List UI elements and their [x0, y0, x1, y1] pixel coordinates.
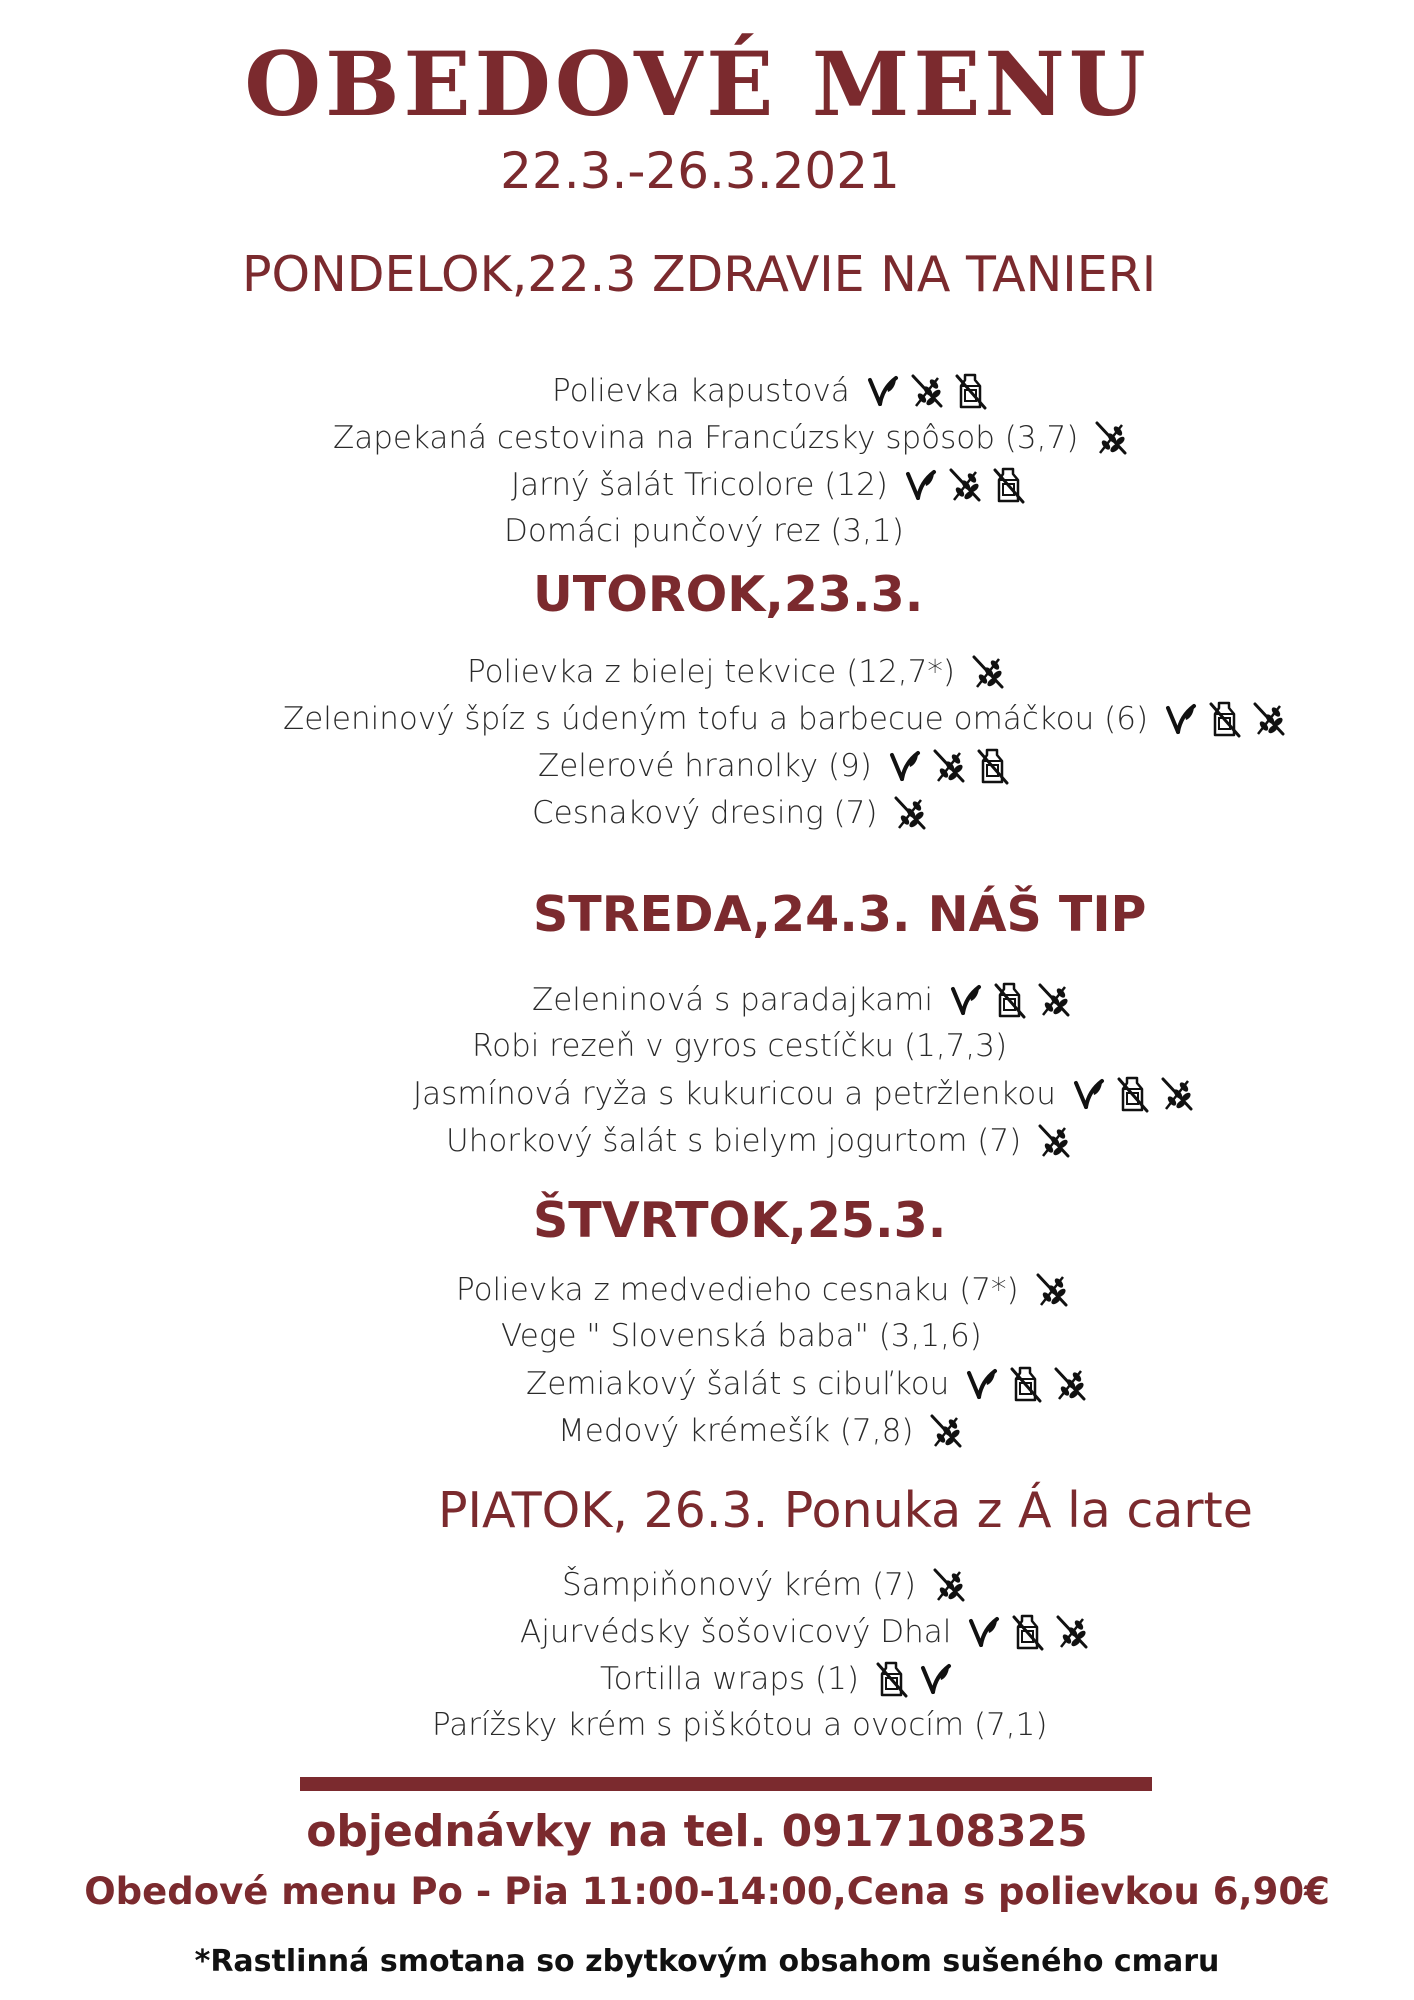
menu-title: OBEDOVÉ MENU [244, 32, 1150, 136]
menu-item: Tortilla wraps (1) [600, 1660, 953, 1698]
vegan-leaf-icon [949, 981, 983, 1019]
menu-item: Zapekaná cestovina na Francúzsky spôsob (3,7) [333, 419, 1128, 457]
gluten-free-wheat-icon [948, 466, 982, 504]
vegan-leaf-icon [1164, 700, 1198, 738]
day-heading-monday: PONDELOK,22.3 ZDRAVIE NA TANIERI [242, 246, 1157, 303]
menu-item: Cesnakový dresing (7) [532, 794, 927, 832]
lactose-free-milk-icon [1116, 1075, 1150, 1113]
menu-item: Polievka z medvedieho cesnaku (7*) [456, 1271, 1069, 1309]
menu-item: Polievka z bielej tekvice (12,7*) [467, 653, 1005, 691]
menu-item: Šampiňonový krém (7) [562, 1566, 966, 1604]
order-phone: objednávky na tel. 0917108325 [306, 1806, 1088, 1857]
gluten-free-wheat-icon [929, 1412, 963, 1450]
vegan-leaf-icon [919, 1660, 953, 1698]
lactose-free-milk-icon [976, 747, 1010, 785]
gluten-free-wheat-icon [932, 1566, 966, 1604]
gluten-free-wheat-icon [1035, 1271, 1069, 1309]
vegan-leaf-icon [888, 747, 922, 785]
lactose-free-milk-icon [1208, 700, 1242, 738]
menu-item: Zeleninový špíz s údeným tofu a barbecue omáčkou (6) [283, 700, 1286, 738]
footer-divider [300, 1777, 1152, 1791]
menu-item: Zemiakový šalát s cibuľkou [526, 1365, 1087, 1403]
vegan-leaf-icon [1072, 1075, 1106, 1113]
gluten-free-wheat-icon [1252, 700, 1286, 738]
lactose-free-milk-icon [1011, 1613, 1045, 1651]
menu-item: Parížsky krém s piškótou a ovocím (7,1) [432, 1707, 1048, 1743]
menu-item: Medový krémešík (7,8) [558, 1412, 963, 1450]
menu-date-range: 22.3.-26.3.2021 [500, 142, 900, 200]
gluten-free-wheat-icon [1094, 419, 1128, 457]
gluten-free-wheat-icon [971, 653, 1005, 691]
menu-item: Jarný šalát Tricolore (12) [511, 466, 1026, 504]
footnote: *Rastlinná smotana so zbytkovým obsahom sušeného cmaru [194, 1944, 1220, 1979]
day-heading-thursday: ŠTVRTOK,25.3. [533, 1192, 947, 1249]
menu-item: Ajurvédsky šošovicový Dhal [520, 1613, 1089, 1651]
gluten-free-wheat-icon [1037, 1122, 1071, 1160]
lactose-free-milk-icon [993, 981, 1027, 1019]
lactose-free-milk-icon [954, 372, 988, 410]
gluten-free-wheat-icon [910, 372, 944, 410]
gluten-free-wheat-icon [932, 747, 966, 785]
day-heading-wednesday: STREDA,24.3. NÁŠ TIP [533, 886, 1147, 943]
menu-item: Zeleninová s paradajkami [532, 981, 1071, 1019]
lactose-free-milk-icon [992, 466, 1026, 504]
lactose-free-milk-icon [875, 1660, 909, 1698]
menu-item: Domáci punčový rez (3,1) [504, 513, 904, 549]
gluten-free-wheat-icon [1055, 1613, 1089, 1651]
gluten-free-wheat-icon [893, 794, 927, 832]
menu-item: Jasmínová ryža s kukuricou a petržlenkou [413, 1075, 1194, 1113]
vegan-leaf-icon [904, 466, 938, 504]
gluten-free-wheat-icon [1160, 1075, 1194, 1113]
vegan-leaf-icon [866, 372, 900, 410]
vegan-leaf-icon [967, 1613, 1001, 1651]
vegan-leaf-icon [965, 1365, 999, 1403]
gluten-free-wheat-icon [1037, 981, 1071, 1019]
menu-item: Zelerové hranolky (9) [538, 747, 1010, 785]
day-heading-tuesday: UTOROK,23.3. [533, 566, 924, 623]
gluten-free-wheat-icon [1053, 1365, 1087, 1403]
menu-item: Uhorkový šalát s bielym jogurtom (7) [446, 1122, 1071, 1160]
day-heading-friday: PIATOK, 26.3. Ponuka z Á la carte [438, 1482, 1253, 1539]
menu-hours-price: Obedové menu Po - Pia 11:00-14:00,Cena s polievkou 6,90€ [84, 1870, 1330, 1913]
lactose-free-milk-icon [1009, 1365, 1043, 1403]
menu-item: Robi rezeň v gyros cestíčku (1,7,3) [472, 1028, 1008, 1064]
menu-item: Vege " Slovenská baba" (3,1,6) [501, 1318, 982, 1354]
menu-item: Polievka kapustová [552, 372, 988, 410]
